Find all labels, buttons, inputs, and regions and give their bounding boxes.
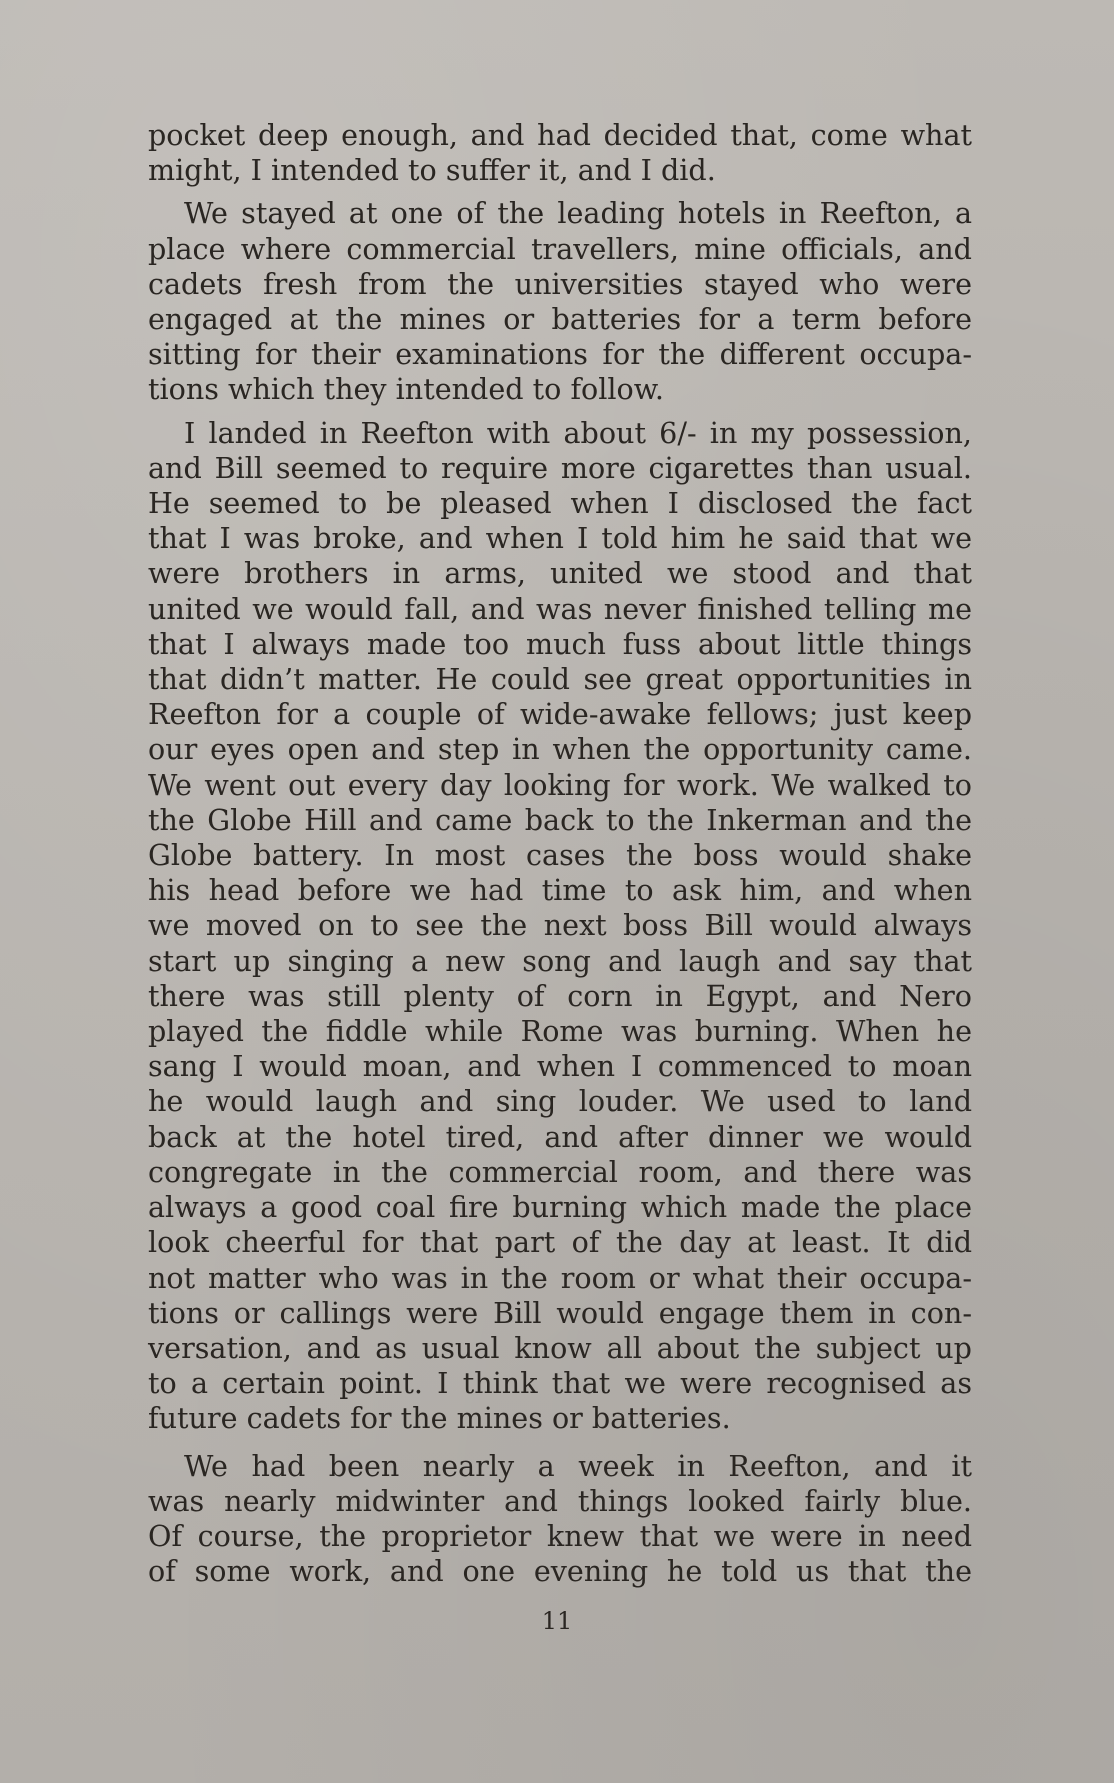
text-line: were brothers in arms, united we stood and that <box>148 556 972 591</box>
text-line: he would laugh and sing louder. We used to land <box>148 1084 972 1119</box>
text-line: united we would fall, and was never finished telling me <box>148 591 972 626</box>
text-line: We went out every day looking for work. We walked to <box>148 767 972 802</box>
text-line: we moved on to see the next boss Bill would always <box>148 908 972 943</box>
text-line: look cheerful for that part of the day at least. It did <box>148 1225 972 1260</box>
text-line: cadets fresh from the universities stayed who were <box>148 266 972 301</box>
text-line: Of course, the proprietor knew that we were in need <box>148 1518 972 1553</box>
text-line: of some work, and one evening he told us that the <box>148 1554 972 1589</box>
text-line: tions or callings were Bill would engage them in con- <box>148 1295 972 1330</box>
page-body-text <box>148 118 972 1589</box>
paragraph-4 <box>148 1449 972 1590</box>
text-line: sang I would moan, and when I commenced to moan <box>148 1049 972 1084</box>
text-line: future cadets for the mines or batteries. <box>148 1401 731 1436</box>
paragraph-3 <box>148 416 972 1437</box>
text-line: might, I intended to suffer it, and I did. <box>148 153 716 188</box>
text-line: that I always made too much fuss about little things <box>148 626 972 661</box>
text-line: congregate in the commercial room, and there was <box>148 1154 972 1189</box>
text-line: and Bill seemed to require more cigarettes than usual. <box>148 450 972 485</box>
text-line: always a good coal fire burning which made the place <box>148 1190 972 1225</box>
text-line: to a certain point. I think that we were recognised as <box>148 1366 972 1401</box>
text-line: that I was broke, and when I told him he said that we <box>148 521 972 556</box>
text-line: the Globe Hill and came back to the Inkerman and the <box>148 802 972 837</box>
text-line: our eyes open and step in when the opportunity came. <box>148 732 972 767</box>
text-line: sitting for their examinations for the different occupa- <box>148 337 972 372</box>
text-line: I landed in Reefton with about 6/- in my possession, <box>184 415 972 450</box>
text-line: back at the hotel tired, and after dinner we would <box>148 1119 972 1154</box>
text-line: tions which they intended to follow. <box>148 372 664 407</box>
text-line: there was still plenty of corn in Egypt, and Nero <box>148 978 972 1013</box>
text-line: that didn’t matter. He could see great opportunities in <box>148 662 972 697</box>
text-line: Reefton for a couple of wide-awake fellows; just keep <box>148 697 972 732</box>
text-line: We had been nearly a week in Reefton, and it <box>184 1448 972 1483</box>
text-line: not matter who was in the room or what their occupa- <box>148 1260 972 1295</box>
paragraph-1 <box>148 118 972 188</box>
text-line: pocket deep enough, and had decided that, come what <box>148 118 972 152</box>
page-number: 11 <box>541 1607 573 1635</box>
text-line: He seemed to be pleased when I disclosed the fact <box>148 486 972 521</box>
text-line: his head before we had time to ask him, and when <box>148 873 972 908</box>
text-line: was nearly midwinter and things looked fairly blue. <box>148 1483 972 1518</box>
text-line: We stayed at one of the leading hotels in Reefton, a <box>184 196 972 231</box>
paragraph-2 <box>148 196 972 407</box>
text-line: versation, and as usual know all about the subject up <box>148 1330 972 1365</box>
text-line: place where commercial travellers, mine officials, and <box>148 231 972 266</box>
text-line: start up singing a new song and laugh and say that <box>148 943 972 978</box>
text-line: played the fiddle while Rome was burning. When he <box>148 1014 972 1049</box>
text-line: Globe battery. In most cases the boss would shake <box>148 838 972 873</box>
text-line: engaged at the mines or batteries for a term before <box>148 302 972 337</box>
